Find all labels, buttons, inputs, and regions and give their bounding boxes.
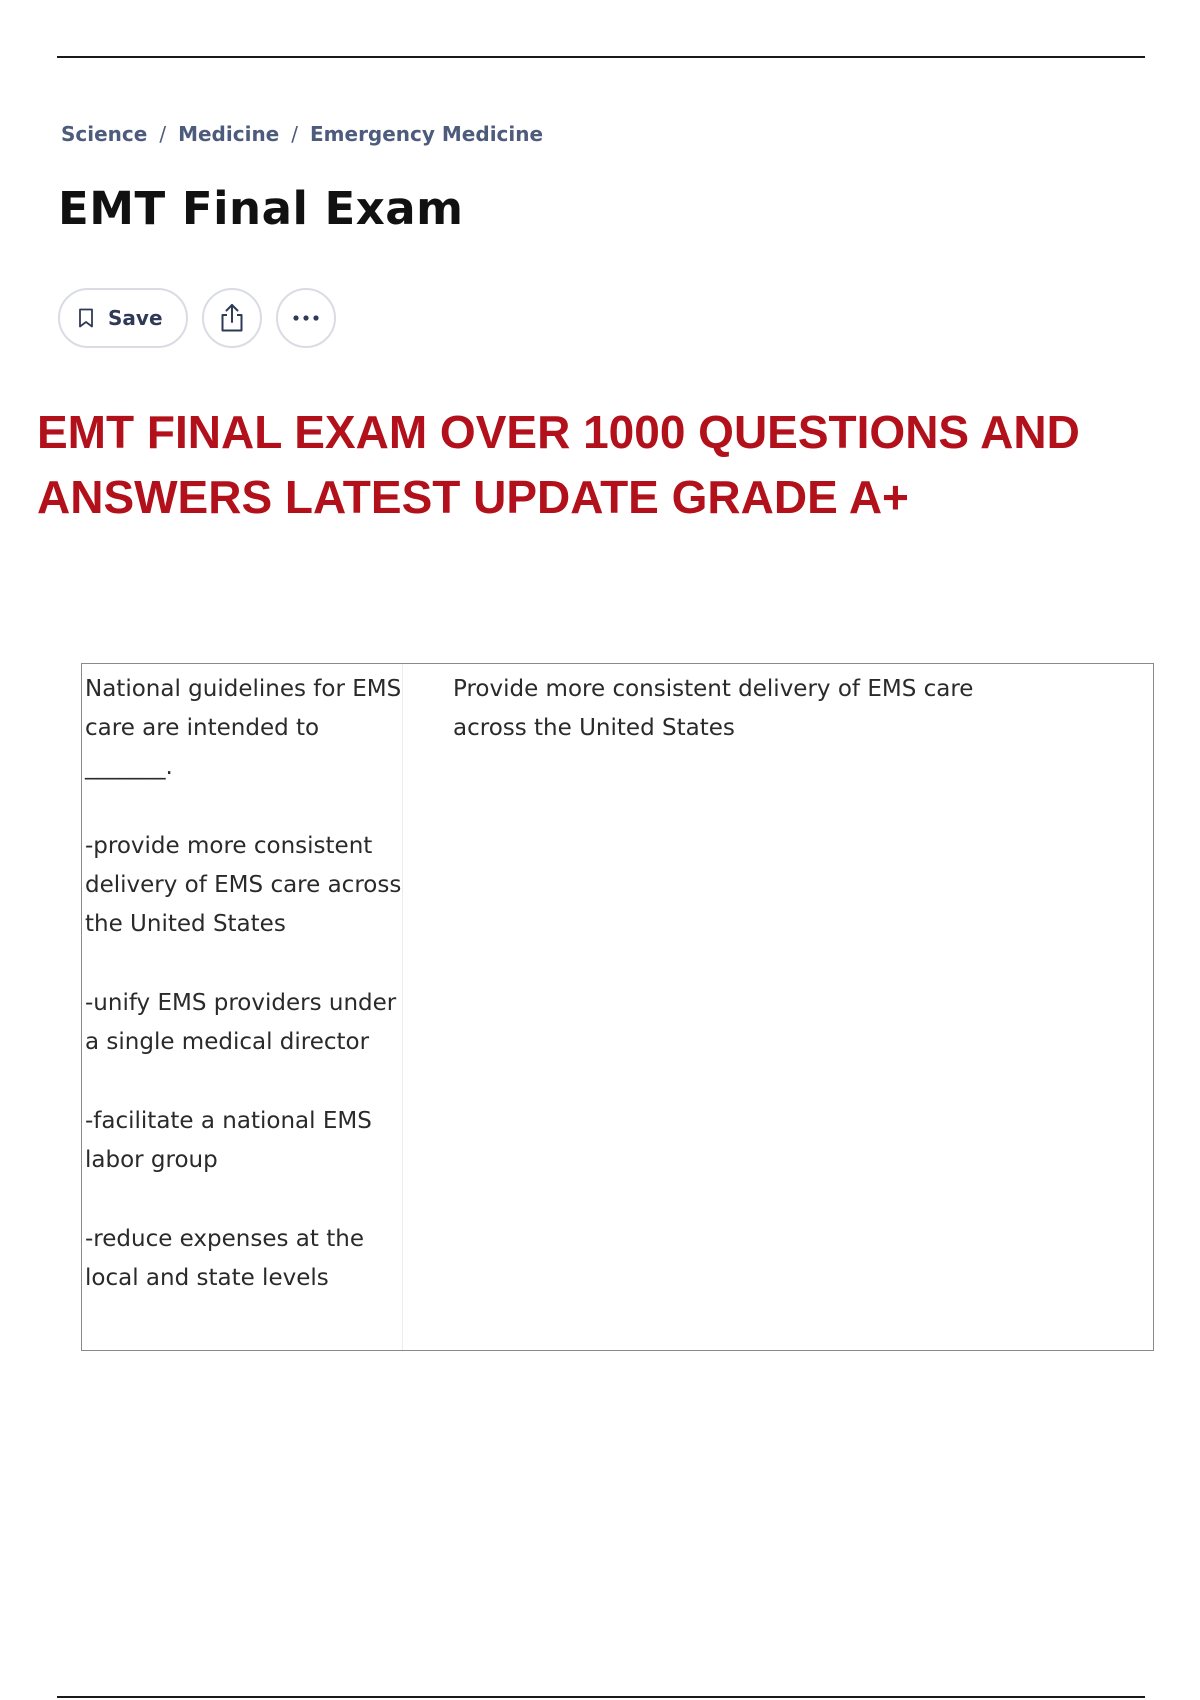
breadcrumb-item-science[interactable]: Science bbox=[61, 122, 148, 146]
breadcrumb-separator: / bbox=[159, 122, 167, 146]
top-divider bbox=[57, 56, 1145, 58]
answer-option: -unify EMS providers under a single medical director bbox=[85, 990, 397, 1055]
share-button[interactable] bbox=[202, 288, 262, 348]
answer-option: -facilitate a national EMS labor group bbox=[85, 1108, 372, 1173]
breadcrumb bbox=[61, 122, 543, 146]
breadcrumb-item-medicine[interactable]: Medicine bbox=[178, 122, 280, 146]
bottom-divider bbox=[57, 1696, 1145, 1698]
bookmark-icon bbox=[78, 308, 94, 328]
share-icon bbox=[219, 303, 245, 333]
answer-cell bbox=[403, 664, 1153, 1350]
action-bar bbox=[58, 288, 336, 348]
more-options-button[interactable] bbox=[276, 288, 336, 348]
more-horizontal-icon bbox=[292, 314, 320, 322]
save-button-label: Save bbox=[108, 306, 163, 330]
page-title: EMT Final Exam bbox=[58, 182, 464, 235]
answer-option: -provide more consistent delivery of EMS care across the United States bbox=[85, 833, 402, 937]
qa-table bbox=[81, 663, 1154, 1351]
document-heading: EMT FINAL EXAM OVER 1000 QUESTIONS AND ANSWERS LATEST UPDATE GRADE A+ bbox=[37, 406, 1080, 523]
correct-answer: Provide more consistent delivery of EMS care across the United States bbox=[453, 676, 974, 741]
question-stem: National guidelines for EMS care are intended to _______. bbox=[85, 676, 402, 780]
save-button[interactable] bbox=[58, 288, 188, 348]
breadcrumb-item-emergency-medicine[interactable]: Emergency Medicine bbox=[310, 122, 544, 146]
breadcrumb-separator: / bbox=[291, 122, 298, 146]
answer-option: -reduce expenses at the local and state levels bbox=[85, 1226, 364, 1291]
question-cell bbox=[82, 664, 403, 1350]
